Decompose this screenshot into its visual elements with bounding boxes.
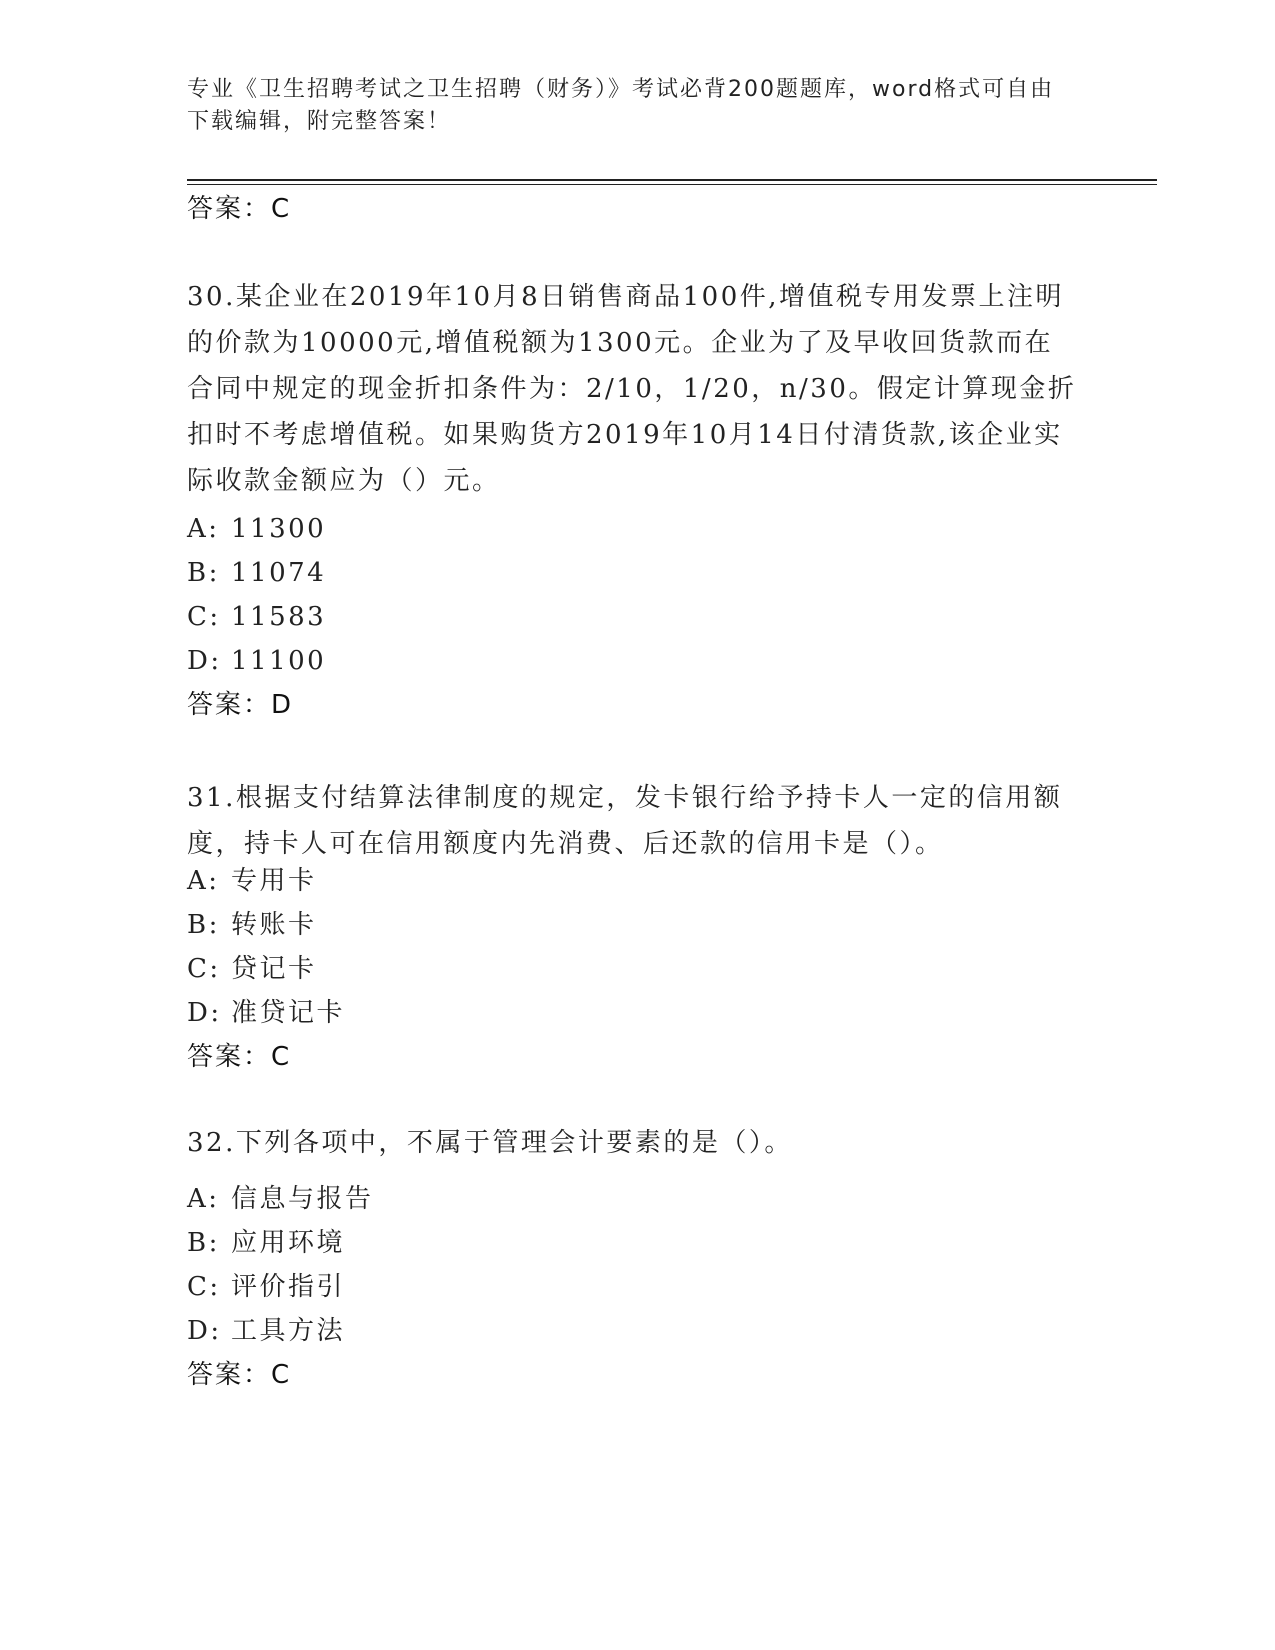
option-text: 应用环境: [231, 1228, 346, 1258]
header-rule-thick: [187, 179, 1157, 181]
previous-answer: 答案：C: [187, 194, 292, 224]
option-letter: D:: [187, 998, 222, 1028]
option-letter: D:: [187, 646, 222, 676]
question-32-option-a: [187, 1183, 374, 1215]
question-31-stem: 31.根据支付结算法律制度的规定，发卡银行给予持卡人一定的信用额度，持卡人可在信用额度内先消费、后还款的信用卡是（）。: [187, 783, 1063, 859]
option-letter: D:: [187, 1316, 222, 1346]
question-31-option-d: [187, 997, 345, 1029]
option-letter: A:: [187, 1184, 220, 1214]
question-32-stem: 32.下列各项中，不属于管理会计要素的是（）。: [187, 1128, 793, 1158]
question-30-option-b: [187, 557, 326, 589]
question-30-option-d: [187, 645, 326, 677]
option-letter: A:: [187, 866, 220, 896]
question-31-answer: 答案：C: [187, 1042, 292, 1072]
question-30-option-a: [187, 513, 326, 545]
option-text: 评价指引: [231, 1272, 346, 1302]
question-32-option-c: [187, 1271, 345, 1303]
option-text: 工具方法: [231, 1316, 346, 1346]
option-letter: C:: [187, 1272, 221, 1302]
option-letter: A:: [187, 514, 220, 544]
option-text: 转账卡: [231, 910, 317, 940]
option-text: 专用卡: [231, 866, 317, 896]
option-text: 11074: [231, 558, 327, 588]
option-text: 11300: [231, 514, 327, 544]
option-letter: C:: [187, 954, 221, 984]
document-header: 专业《卫生招聘考试之卫生招聘（财务）》考试必背200题题库，word格式可自由下载编辑，附完整答案！: [187, 77, 1055, 134]
option-text: 准贷记卡: [231, 998, 346, 1028]
question-31-option-c: [187, 953, 317, 985]
option-letter: B:: [187, 910, 220, 940]
option-text: 信息与报告: [231, 1184, 374, 1214]
option-letter: B:: [187, 1228, 220, 1258]
option-text: 11583: [231, 602, 327, 632]
option-letter: B:: [187, 558, 220, 588]
option-letter: C:: [187, 602, 221, 632]
question-32-option-d: [187, 1315, 345, 1347]
question-30-answer: 答案：D: [187, 690, 294, 720]
question-30-option-c: [187, 601, 326, 633]
question-32-answer: 答案：C: [187, 1360, 292, 1390]
option-text: 11100: [231, 646, 327, 676]
question-31-option-a: [187, 865, 317, 897]
question-31-option-b: [187, 909, 317, 941]
option-text: 贷记卡: [231, 954, 317, 984]
question-32-option-b: [187, 1227, 345, 1259]
question-30-stem: 30.某企业在2019年10月8日销售商品100件,增值税专用发票上注明的价款为10000元,增值税额为1300元。企业为了及早收回货款而在合同中规定的现金折扣条件为：2/10，1/20，n/30。假定计算现金折扣时不考虑增值税。如果购货方2019年10月14日付清货款,该企业实际收款金额应为（）元。: [187, 282, 1077, 496]
header-rule-thin: [187, 184, 1157, 185]
